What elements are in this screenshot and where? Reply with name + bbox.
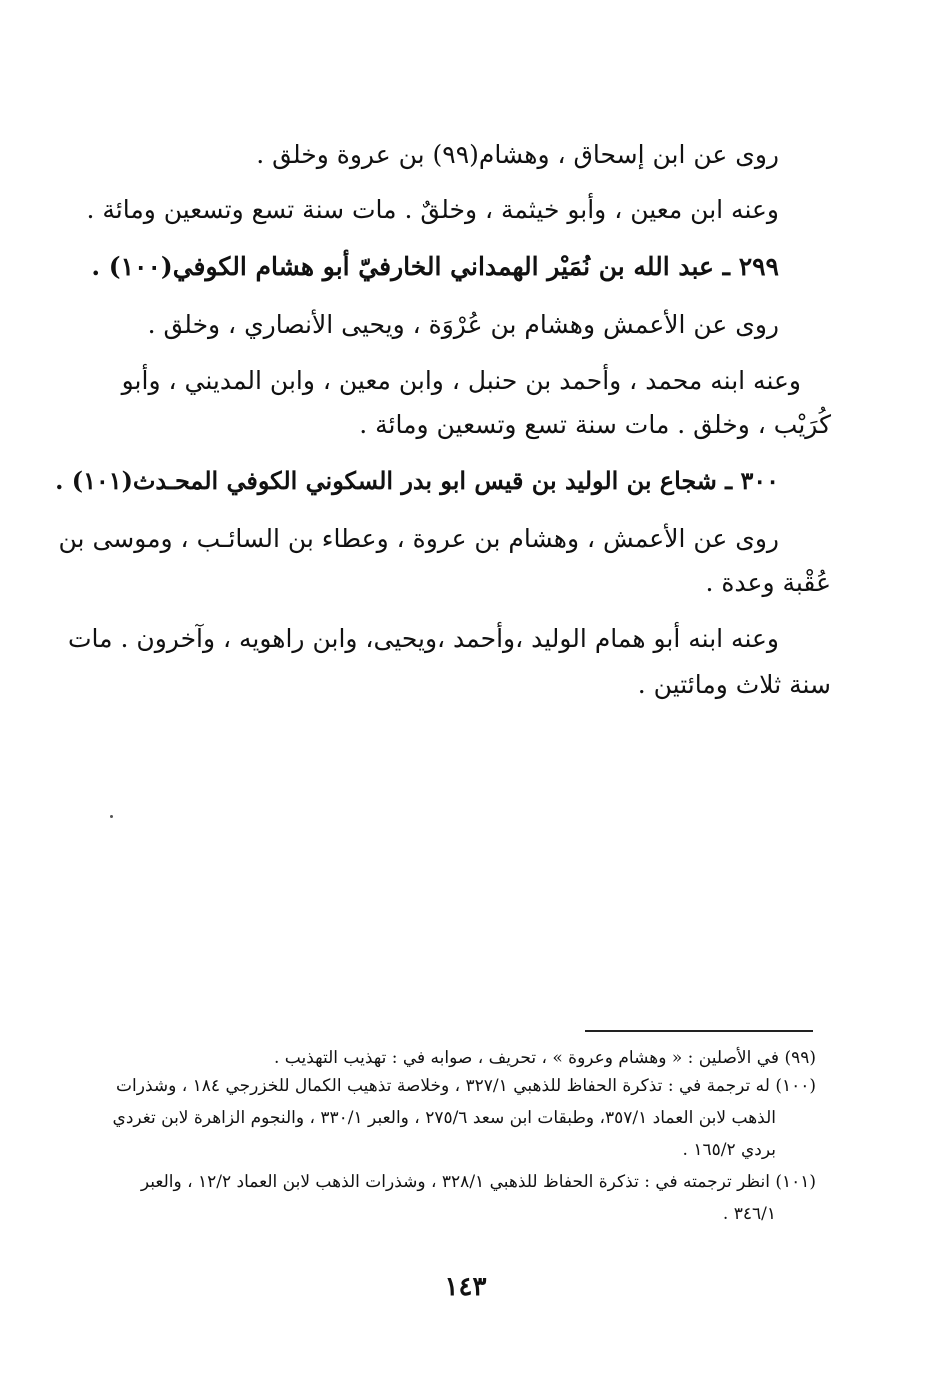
footnote-101-line-2: ٣٤٦/١ . — [722, 1204, 776, 1224]
body-line-8: روى عن الأعمش ، وهشام بن عروة ، وعطاء بن السائـب ، وموسى بن — [58, 524, 779, 553]
footnote-100-line-2: الذهب لابن العماد ٣٥٧/١، وطبقات ابن سعد ٢٧٥/٦ ، والعبر ٣٣٠/١ ، والنجوم الزاهرة لابن تغردي — [112, 1108, 776, 1128]
body-line-5: وعنه ابنه محمد ، وأحمد بن حنبل ، وابن معين ، وابن المديني ، وأبو — [121, 366, 801, 395]
footnote-100-line-1: (١٠٠) له ترجمة في : تذكرة الحفاظ للذهبي ٣٢٧/١ ، وخلاصة تذهيب الكمال للخزرجي ١٨٤ ، وشذرات — [116, 1076, 816, 1096]
body-line-4: روى عن الأعمش وهشام بن عُرْوَة ، ويحيى الأنصاري ، وخلق . — [147, 310, 779, 339]
page-number: ١٤٣ — [444, 1272, 487, 1302]
scan-speck — [110, 815, 113, 818]
entry-300-heading: ٣٠٠ ـ شجاع بن الوليد بن قيس ابو بدر السكوني الكوفي المحـدث(١٠١) . — [55, 467, 779, 495]
body-line-2: وعنه ابن معين ، وأبو خيثمة ، وخلقٌ . مات سنة تسع وتسعين ومائة . — [86, 195, 779, 224]
body-line-10: وعنه ابنه أبو همام الوليد ،وأحمد ،ويحيى، وابن راهويه ، وآخرون . مات — [67, 624, 779, 653]
footnote-101-line-1: (١٠١) انظر ترجمته في : تذكرة الحفاظ للذهبي ٣٢٨/١ ، وشذرات الذهب لابن العماد ١٢/٢ ، والعبر — [140, 1172, 816, 1192]
footnote-99: (٩٩) في الأصلين : « وهشام وعروة » ، تحريف ، صوابه في : تهذيب التهذيب . — [273, 1048, 816, 1068]
footnote-100-line-3: بردي ١٦٥/٢ . — [682, 1140, 776, 1160]
entry-299-heading: ٢٩٩ ـ عبد الله بن نُمَيْر الهمداني الخارفيّ أبو هشام الكوفي(١٠٠) . — [91, 252, 779, 281]
body-line-9: عُقْبة وعدة . — [705, 568, 831, 597]
body-line-1: روى عن ابن إسحاق ، وهشام(٩٩) بن عروة وخلق . — [256, 140, 779, 169]
body-line-11: سنة ثلاث ومائتين . — [637, 670, 831, 699]
footnote-separator — [585, 1030, 813, 1032]
body-line-6: كُرَيْب ، وخلق . مات سنة تسع وتسعين ومائة . — [359, 410, 831, 439]
